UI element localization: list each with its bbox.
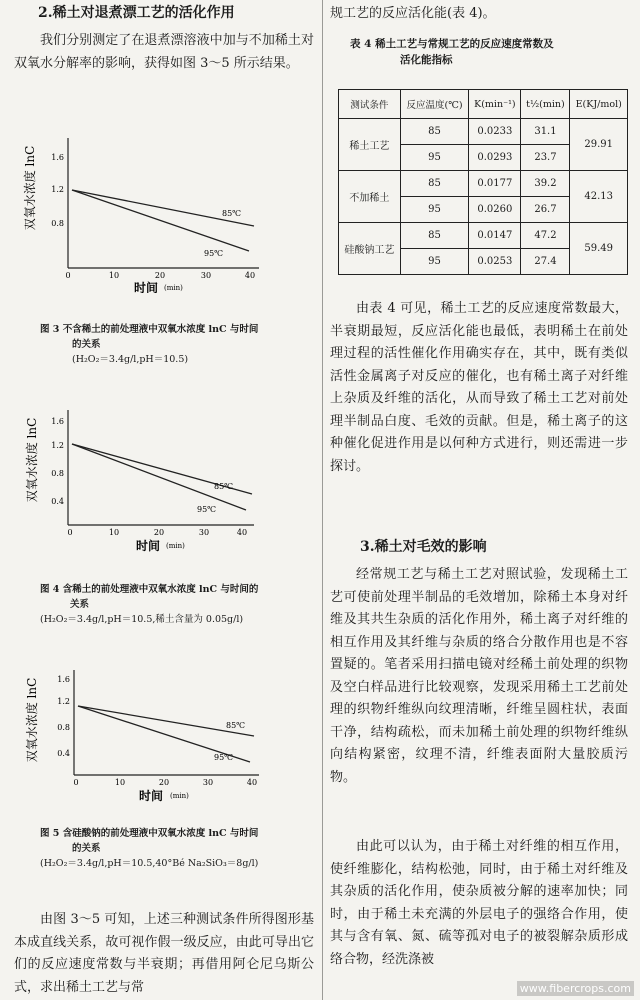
fig4-xtick: 30 [198,528,210,537]
table-row [339,171,628,197]
fig4-label-95: 95℃ [197,505,217,514]
fig3-caption: 图 3 不含稀土的前处理液中双氧水浓度 lnC 与时间 的关系 (H₂O₂＝3.4g/l,pH＝10.5) [40,324,259,365]
figure-4 [14,400,314,580]
table-condition-cell: 稀土工艺 [339,119,401,171]
fig5-xunit: (min) [170,792,189,800]
fig5-ylabel: 双氧水浓度 lnC [25,677,39,763]
fig4-ytick: 0.8 [51,469,64,478]
figure-5 [14,660,314,810]
table-4-title: 表 4 稀土工艺与常规工艺的反应速度常数及 活化能指标 [350,38,554,66]
table-cell: 0.0147 [469,223,521,249]
fig3-ylabel: 双氧水浓度 lnC [23,145,37,231]
figure-3-chart [14,118,314,293]
fig3-line-95 [72,190,249,251]
section2-heading: 2.稀土对退煮漂工艺的活化作用 [38,5,235,21]
table-4 [338,89,628,275]
fig4-xlabel: 时间 [136,539,161,553]
table-cell: 95 [400,145,469,171]
figure-4-chart [14,400,314,580]
table-cell: 27.4 [521,249,570,275]
fig3-label-95: 95℃ [204,249,224,258]
fig4-xtick: 10 [108,528,120,537]
fig5-caption: 图 5 含硅酸钠的前处理液中双氧水浓度 lnC 与时间 的关系 (H₂O₂＝3.4g/l,pH＝10.5,40°Bé Na₂SiO₃＝8g/l) [40,828,259,869]
fig4-xtick: 20 [153,528,165,537]
fig5-ytick: 1.6 [57,675,70,684]
table-energy-cell: 59.49 [570,223,628,275]
fig3-xtick: 20 [154,271,166,280]
table-cell: 26.7 [521,197,570,223]
table-energy-cell: 42.13 [570,171,628,223]
fig4-ylabel: 双氧水浓度 lnC [25,417,39,503]
right-paragraph-2: 经常规工艺与稀土工艺对照试验，发现稀土工艺可使前处理半制品的毛效增加，除稀土本身对纤维及其共生杂质的活化作用外，稀土离子对纤维的相互作用及其纤维与杂质的络合分散作用也是不容置疑的。笔者采用扫描电镜对经稀土前处理的织物及空白样品进行比较观察，发现采用稀土工艺前处理的织物纤维纵向纹理清晰，纤维呈圆柱状，表面干净，结构疏松，而未加稀土前处理的织物纤维纵向结构紧密，纹理不清，纤维表面附大量胶质污物。 [330,567,628,785]
fig4-line-95 [72,444,246,510]
right-paragraph-3: 由此可以认为，由于稀土对纤维的相互作用，使纤维膨化，结构松弛，同时，由于稀土对纤维及其杂质的活化作用，使杂质被分解的速率加快；同时，由于稀土未充满的外层电子的强络合作用，使其与含有氧、氮、硫等孤对电子的被裂解杂质形成络合物，经洗涤被 [330,839,628,967]
column-divider [322,0,323,1000]
fig5-xtick: 20 [158,778,170,787]
table-row [339,223,628,249]
fig3-xunit: (min) [164,284,183,292]
fig4-ytick: 1.2 [51,441,64,450]
fig5-ytick: 1.2 [57,697,70,706]
table-cell: 0.0253 [469,249,521,275]
intro-paragraph: 我们分别测定了在退煮漂溶液中加与不加稀土对双氧水分解率的影响，获得如图 3～5 所示结果。 [14,33,314,71]
table-header-cell: K(min⁻¹) [469,90,521,119]
table-cell: 0.0293 [469,145,521,171]
fig5-xtick: 10 [114,778,126,787]
table-header-cell: 测试条件 [339,90,401,119]
table-cell: 95 [400,197,469,223]
table-condition-cell: 硅酸钠工艺 [339,223,401,275]
fig3-xtick: 10 [108,271,120,280]
fig5-ytick: 0.4 [57,749,70,758]
table-header-row [339,90,628,119]
table-cell: 0.0177 [469,171,521,197]
table-cell: 85 [400,171,469,197]
table-cell: 31.1 [521,119,570,145]
table-cell: 39.2 [521,171,570,197]
fig4-caption: 图 4 含稀土的前处理液中双氧水浓度 lnC 与时间的 关系 (H₂O₂＝3.4g/l,pH＝10.5,稀土含量为 0.05g/l) [40,584,259,625]
section3-heading: 3.稀土对毛效的影响 [360,539,487,555]
figure-5-chart [14,660,314,810]
table-cell: 85 [400,119,469,145]
fig4-label-85: 85℃ [214,482,234,491]
left-bottom-paragraph: 由图 3～5 可知，上述三种测试条件所得图形基本成直线关系，故可视作假一级反应，由此可导出它们的反应速度常数与半衰期；再借用阿仑尼乌斯公式，求出稀土工艺与常 [14,912,314,995]
table-cell: 0.0260 [469,197,521,223]
fig3-ytick: 1.6 [51,153,64,162]
fig5-xtick: 40 [246,778,258,787]
figure-3 [14,118,314,293]
table-header-cell: t½(min) [521,90,570,119]
fig3-xtick: 40 [244,271,256,280]
table-energy-cell: 29.91 [570,119,628,171]
fig5-xtick: 30 [202,778,214,787]
fig3-line-85 [72,190,254,226]
fig5-xlabel: 时间 [139,789,164,803]
table-cell: 95 [400,249,469,275]
right-paragraph-1: 由表 4 可见，稀土工艺的反应速度常数最大，半衰期最短，反应活化能也最低，表明稀土在前处理过程的活性催化作用确实存在，其中，既有类似活性金属离子对反应的催化，也有稀土离子对纤维上杂质及纤维的活化，从而导致了稀土工艺对前处理半制品白度、毛效的贡献。但是，稀土离子的这种催化促进作用是以何种方式进行，则还需进一步探讨。 [330,301,628,474]
fig3-xlabel: 时间 [134,281,159,293]
fig4-xtick: 40 [236,528,248,537]
fig3-xtick: 0 [65,271,71,280]
table-cell: 0.0233 [469,119,521,145]
table-header-cell: E(KJ/mol) [570,90,628,119]
fig3-label-85: 85℃ [222,209,242,218]
table-cell: 23.7 [521,145,570,171]
table-row [339,119,628,145]
right-top-text: 规工艺的反应活化能(表 4)。 [330,6,496,21]
watermark: www.fibercrops.com [517,981,634,996]
fig4-xunit: (min) [166,542,185,550]
fig4-xtick: 0 [67,528,73,537]
fig4-ytick: 0.4 [51,497,64,506]
table-cell: 85 [400,223,469,249]
fig3-ytick: 0.8 [51,219,64,228]
table-cell: 47.2 [521,223,570,249]
fig3-ytick: 1.2 [51,185,64,194]
fig5-label-85: 85℃ [226,721,246,730]
fig3-xtick: 30 [200,271,212,280]
fig5-xtick: 0 [73,778,79,787]
fig4-ytick: 1.6 [51,417,64,426]
fig5-ytick: 0.8 [57,723,70,732]
fig5-label-95: 95℃ [214,753,234,762]
table-header-cell: 反应温度(℃) [400,90,469,119]
table-condition-cell: 不加稀土 [339,171,401,223]
